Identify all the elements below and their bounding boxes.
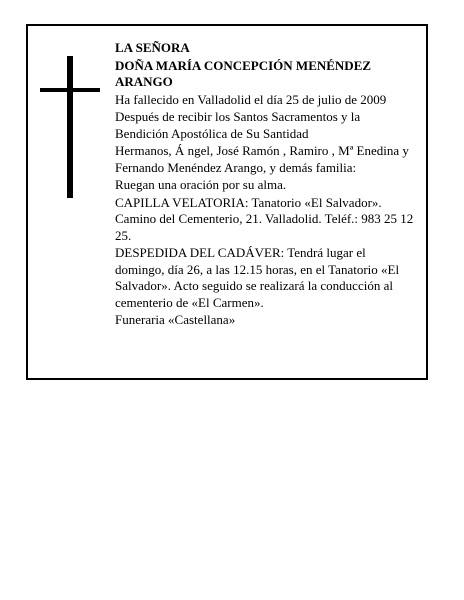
funeral-info: DESPEDIDA DEL CADÁVER: Tendrá lugar el domingo, día 26, a las 12.15 horas, en el Tanatorio «El Salvador». Acto seguido se realizará la conducción al cementerio de «El Carmen». bbox=[115, 245, 400, 310]
notice-text bbox=[115, 40, 415, 330]
deceased-name: DOÑA MARÍA CONCEPCIÓN MENÉNDEZ ARANGO bbox=[115, 57, 372, 89]
prayer-request: Ruegan una oración por su alma. bbox=[115, 177, 287, 192]
chapel-info: CAPILLA VELATORIA: Tanatorio «El Salvador». Camino del Cementerio, 21. Valladolid. Teléf.: 983 25 12 25. bbox=[115, 194, 414, 243]
family-paragraph: Hermanos, Á ngel, José Ramón , Ramiro , Mª Enedina y Fernando Menéndez Arango, y demás familia: bbox=[115, 143, 409, 175]
funeral-home: Funeraria «Castellana» bbox=[115, 312, 236, 327]
obituary-notice bbox=[26, 24, 428, 380]
cross-vertical-bar bbox=[67, 56, 73, 198]
notice-title-line1: LA SEÑORA bbox=[115, 40, 190, 55]
cross-horizontal-bar bbox=[40, 88, 100, 92]
death-announcement: Ha fallecido en Valladolid el día 25 de julio de 2009 bbox=[115, 91, 387, 107]
sacraments-paragraph: Después de recibir los Santos Sacramentos y la Bendición Apostólica de Su Santidad bbox=[115, 109, 361, 141]
